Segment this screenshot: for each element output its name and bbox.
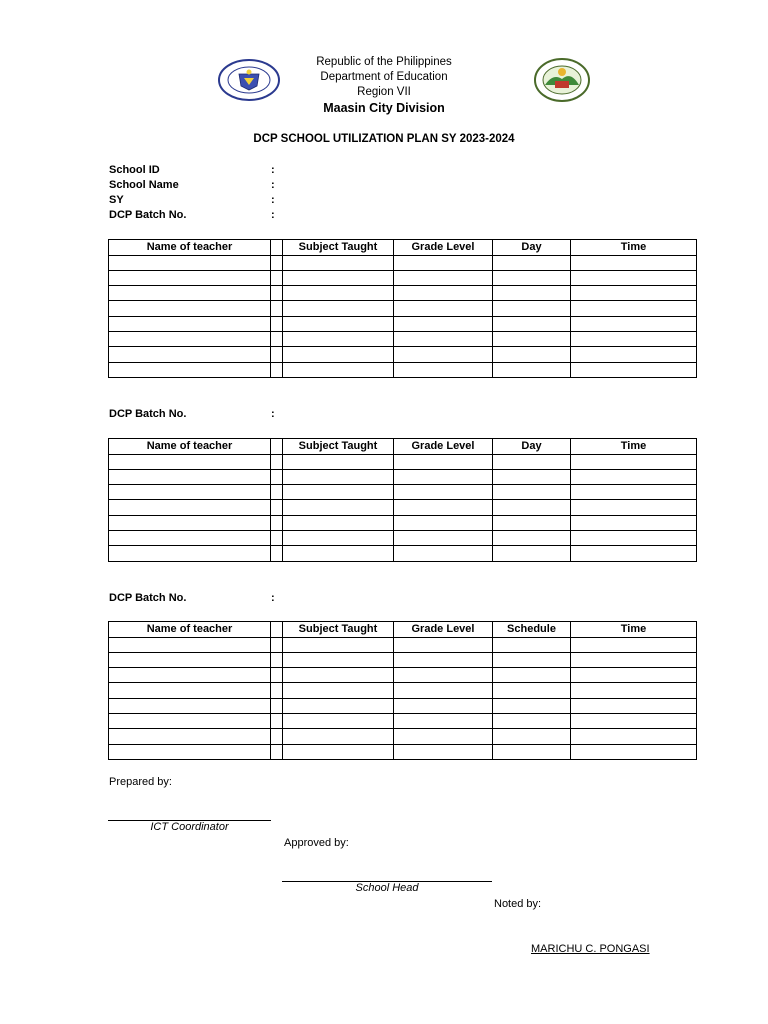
school-id-label: School ID xyxy=(109,164,160,176)
table-row xyxy=(109,454,697,469)
table-row xyxy=(109,530,697,545)
table-cell-spacer[interactable] xyxy=(271,469,283,484)
table-cell-spacer[interactable] xyxy=(271,530,283,545)
table-row xyxy=(109,362,697,377)
dcp-batch-3-colon: : xyxy=(271,592,275,604)
table-row xyxy=(109,301,697,316)
header-country: Republic of the Philippines xyxy=(316,56,452,68)
table-cell-subject-taught[interactable] xyxy=(283,362,394,377)
table-cell-spacer[interactable] xyxy=(271,515,283,530)
column-header-subject-taught: Subject Taught xyxy=(283,240,394,256)
table-cell-spacer[interactable] xyxy=(271,485,283,500)
table-cell-grade-level[interactable] xyxy=(394,530,493,545)
table-cell-day[interactable] xyxy=(493,316,571,331)
table-row xyxy=(109,683,697,698)
column-header-subject-taught: Subject Taught xyxy=(283,622,394,638)
header-department: Department of Education xyxy=(320,71,448,83)
column-header-spacer xyxy=(271,622,283,638)
table-row xyxy=(109,316,697,331)
table-header-row xyxy=(109,439,697,455)
table-header-row xyxy=(109,622,697,638)
schedule-table-2 xyxy=(108,438,697,562)
table-cell-day[interactable] xyxy=(493,270,571,285)
table-cell-name-of-teacher[interactable] xyxy=(109,347,271,362)
table-cell-name-of-teacher[interactable] xyxy=(109,652,271,667)
dcp-batch-label: DCP Batch No. xyxy=(109,209,187,221)
column-header-time: Time xyxy=(571,240,697,256)
table-cell-spacer[interactable] xyxy=(271,286,283,301)
table-cell-grade-level[interactable] xyxy=(394,362,493,377)
table-cell-subject-taught[interactable] xyxy=(283,500,394,515)
table-cell-spacer[interactable] xyxy=(271,255,283,270)
table-cell-subject-taught[interactable] xyxy=(283,270,394,285)
table-cell-name-of-teacher[interactable] xyxy=(109,255,271,270)
table-cell-day[interactable] xyxy=(493,331,571,346)
column-header-day: Day xyxy=(493,439,571,455)
sy-label: SY xyxy=(109,194,124,206)
table-cell-name-of-teacher[interactable] xyxy=(109,454,271,469)
column-header-name-of-teacher: Name of teacher xyxy=(109,240,271,256)
table-cell-day[interactable] xyxy=(493,652,571,667)
table-cell-grade-level[interactable] xyxy=(394,469,493,484)
noted-by-name: MARICHU C. PONGASI xyxy=(531,943,650,955)
table-cell-time[interactable] xyxy=(571,713,697,728)
table-cell-grade-level[interactable] xyxy=(394,500,493,515)
table-cell-name-of-teacher[interactable] xyxy=(109,362,271,377)
table-cell-spacer[interactable] xyxy=(271,301,283,316)
table-cell-time[interactable] xyxy=(571,286,697,301)
column-header-time: Time xyxy=(571,439,697,455)
dcp-batch-2-label: DCP Batch No. xyxy=(109,408,187,420)
table-cell-grade-level[interactable] xyxy=(394,637,493,652)
table-cell-day[interactable] xyxy=(493,713,571,728)
table-row xyxy=(109,515,697,530)
table-cell-time[interactable] xyxy=(571,485,697,500)
table-cell-name-of-teacher[interactable] xyxy=(109,744,271,759)
column-header-day: Schedule xyxy=(493,622,571,638)
column-header-grade-level: Grade Level xyxy=(394,622,493,638)
table-cell-day[interactable] xyxy=(493,530,571,545)
table-row xyxy=(109,744,697,759)
table-row xyxy=(109,713,697,728)
table-cell-subject-taught[interactable] xyxy=(283,668,394,683)
table-cell-spacer[interactable] xyxy=(271,683,283,698)
column-header-grade-level: Grade Level xyxy=(394,439,493,455)
prepared-by-label: Prepared by: xyxy=(109,776,172,788)
table-cell-name-of-teacher[interactable] xyxy=(109,469,271,484)
column-header-subject-taught: Subject Taught xyxy=(283,439,394,455)
table-cell-spacer[interactable] xyxy=(271,454,283,469)
table-cell-spacer[interactable] xyxy=(271,362,283,377)
table-cell-day[interactable] xyxy=(493,637,571,652)
table-cell-day[interactable] xyxy=(493,362,571,377)
table-cell-subject-taught[interactable] xyxy=(283,286,394,301)
table-cell-day[interactable] xyxy=(493,286,571,301)
table-cell-time[interactable] xyxy=(571,316,697,331)
table-row xyxy=(109,652,697,667)
table-cell-time[interactable] xyxy=(571,744,697,759)
table-cell-spacer[interactable] xyxy=(271,729,283,744)
table-cell-spacer[interactable] xyxy=(271,331,283,346)
sy-colon: : xyxy=(271,194,275,206)
table-cell-time[interactable] xyxy=(571,347,697,362)
table-header-row xyxy=(109,240,697,256)
table-cell-name-of-teacher[interactable] xyxy=(109,637,271,652)
table-cell-day[interactable] xyxy=(493,515,571,530)
table-cell-name-of-teacher[interactable] xyxy=(109,729,271,744)
column-header-grade-level: Grade Level xyxy=(394,240,493,256)
table-cell-grade-level[interactable] xyxy=(394,255,493,270)
table-cell-name-of-teacher[interactable] xyxy=(109,316,271,331)
table-row xyxy=(109,485,697,500)
school-name-colon: : xyxy=(271,179,275,191)
page-title: DCP SCHOOL UTILIZATION PLAN SY 2023-2024 xyxy=(253,133,515,145)
table-cell-spacer[interactable] xyxy=(271,698,283,713)
table-cell-time[interactable] xyxy=(571,500,697,515)
table-cell-day[interactable] xyxy=(493,683,571,698)
table-cell-grade-level[interactable] xyxy=(394,744,493,759)
school-name-label: School Name xyxy=(109,179,179,191)
table-cell-day[interactable] xyxy=(493,500,571,515)
table-cell-grade-level[interactable] xyxy=(394,347,493,362)
table-cell-name-of-teacher[interactable] xyxy=(109,668,271,683)
table-cell-day[interactable] xyxy=(493,668,571,683)
table-cell-name-of-teacher[interactable] xyxy=(109,698,271,713)
table-cell-subject-taught[interactable] xyxy=(283,515,394,530)
table-row xyxy=(109,331,697,346)
table-cell-spacer[interactable] xyxy=(271,637,283,652)
schedule-table-3 xyxy=(108,621,697,760)
table-cell-grade-level[interactable] xyxy=(394,546,493,561)
table-cell-time[interactable] xyxy=(571,652,697,667)
ict-coordinator-role: ICT Coordinator xyxy=(150,821,229,833)
table-cell-day[interactable] xyxy=(493,698,571,713)
noted-by-label: Noted by: xyxy=(494,898,542,910)
table-cell-day[interactable] xyxy=(493,744,571,759)
table-cell-subject-taught[interactable] xyxy=(283,652,394,667)
table-cell-day[interactable] xyxy=(493,347,571,362)
table-cell-subject-taught[interactable] xyxy=(283,485,394,500)
table-cell-day[interactable] xyxy=(493,729,571,744)
table-cell-subject-taught[interactable] xyxy=(283,316,394,331)
dcp-batch-3-label: DCP Batch No. xyxy=(109,592,187,604)
table-cell-grade-level[interactable] xyxy=(394,286,493,301)
table-cell-subject-taught[interactable] xyxy=(283,469,394,484)
table-row xyxy=(109,469,697,484)
table-cell-day[interactable] xyxy=(493,255,571,270)
table-row xyxy=(109,668,697,683)
table-cell-day[interactable] xyxy=(493,546,571,561)
table-cell-time[interactable] xyxy=(571,530,697,545)
table-cell-time[interactable] xyxy=(571,255,697,270)
table-cell-name-of-teacher[interactable] xyxy=(109,713,271,728)
table-cell-time[interactable] xyxy=(571,331,697,346)
table-cell-name-of-teacher[interactable] xyxy=(109,500,271,515)
table-cell-grade-level[interactable] xyxy=(394,668,493,683)
column-header-name-of-teacher: Name of teacher xyxy=(109,439,271,455)
table-cell-time[interactable] xyxy=(571,454,697,469)
table-cell-name-of-teacher[interactable] xyxy=(109,301,271,316)
table-cell-time[interactable] xyxy=(571,515,697,530)
table-row xyxy=(109,698,697,713)
school-head-role: School Head xyxy=(355,882,419,894)
table-cell-day[interactable] xyxy=(493,301,571,316)
table-cell-grade-level[interactable] xyxy=(394,515,493,530)
table-cell-time[interactable] xyxy=(571,637,697,652)
table-row xyxy=(109,255,697,270)
table-cell-time[interactable] xyxy=(571,698,697,713)
column-header-time: Time xyxy=(571,622,697,638)
table-cell-subject-taught[interactable] xyxy=(283,637,394,652)
table-cell-subject-taught[interactable] xyxy=(283,683,394,698)
table-row xyxy=(109,270,697,285)
table-cell-grade-level[interactable] xyxy=(394,729,493,744)
table-cell-subject-taught[interactable] xyxy=(283,347,394,362)
table-cell-name-of-teacher[interactable] xyxy=(109,270,271,285)
table-row xyxy=(109,729,697,744)
table-cell-time[interactable] xyxy=(571,362,697,377)
table-cell-day[interactable] xyxy=(493,454,571,469)
table-cell-time[interactable] xyxy=(571,469,697,484)
table-cell-subject-taught[interactable] xyxy=(283,530,394,545)
table-cell-spacer[interactable] xyxy=(271,546,283,561)
table-cell-subject-taught[interactable] xyxy=(283,698,394,713)
column-header-spacer xyxy=(271,439,283,455)
table-cell-spacer[interactable] xyxy=(271,270,283,285)
table-cell-spacer[interactable] xyxy=(271,652,283,667)
table-cell-time[interactable] xyxy=(571,546,697,561)
table-row xyxy=(109,546,697,561)
table-cell-name-of-teacher[interactable] xyxy=(109,331,271,346)
table-row xyxy=(109,637,697,652)
table-cell-time[interactable] xyxy=(571,301,697,316)
table-cell-grade-level[interactable] xyxy=(394,485,493,500)
table-cell-name-of-teacher[interactable] xyxy=(109,683,271,698)
column-header-day: Day xyxy=(493,240,571,256)
table-cell-name-of-teacher[interactable] xyxy=(109,485,271,500)
table-cell-time[interactable] xyxy=(571,270,697,285)
table-row xyxy=(109,500,697,515)
header-region: Region VII xyxy=(357,86,411,98)
table-cell-subject-taught[interactable] xyxy=(283,713,394,728)
division-seal-icon xyxy=(533,57,591,103)
table-cell-spacer[interactable] xyxy=(271,347,283,362)
table-cell-grade-level[interactable] xyxy=(394,316,493,331)
table-cell-spacer[interactable] xyxy=(271,500,283,515)
table-cell-time[interactable] xyxy=(571,683,697,698)
table-cell-spacer[interactable] xyxy=(271,713,283,728)
table-cell-day[interactable] xyxy=(493,469,571,484)
table-cell-grade-level[interactable] xyxy=(394,454,493,469)
approved-by-label: Approved by: xyxy=(284,837,349,849)
schedule-table-1 xyxy=(108,239,697,378)
table-cell-grade-level[interactable] xyxy=(394,713,493,728)
table-cell-time[interactable] xyxy=(571,668,697,683)
table-cell-spacer[interactable] xyxy=(271,316,283,331)
column-header-name-of-teacher: Name of teacher xyxy=(109,622,271,638)
table-cell-grade-level[interactable] xyxy=(394,270,493,285)
table-cell-day[interactable] xyxy=(493,485,571,500)
table-cell-subject-taught[interactable] xyxy=(283,546,394,561)
table-cell-grade-level[interactable] xyxy=(394,698,493,713)
table-cell-name-of-teacher[interactable] xyxy=(109,286,271,301)
table-cell-spacer[interactable] xyxy=(271,668,283,683)
table-cell-name-of-teacher[interactable] xyxy=(109,515,271,530)
table-cell-name-of-teacher[interactable] xyxy=(109,530,271,545)
column-header-spacer xyxy=(271,240,283,256)
table-cell-name-of-teacher[interactable] xyxy=(109,546,271,561)
table-cell-subject-taught[interactable] xyxy=(283,744,394,759)
table-cell-subject-taught[interactable] xyxy=(283,301,394,316)
table-cell-time[interactable] xyxy=(571,729,697,744)
table-cell-subject-taught[interactable] xyxy=(283,255,394,270)
table-cell-grade-level[interactable] xyxy=(394,652,493,667)
table-cell-grade-level[interactable] xyxy=(394,331,493,346)
table-cell-spacer[interactable] xyxy=(271,744,283,759)
header-division: Maasin City Division xyxy=(323,101,445,115)
dcp-batch-2-colon: : xyxy=(271,408,275,420)
table-cell-subject-taught[interactable] xyxy=(283,729,394,744)
table-cell-subject-taught[interactable] xyxy=(283,454,394,469)
table-cell-grade-level[interactable] xyxy=(394,301,493,316)
dcp-batch-colon: : xyxy=(271,209,275,221)
table-row xyxy=(109,286,697,301)
school-id-colon: : xyxy=(271,164,275,176)
table-cell-subject-taught[interactable] xyxy=(283,331,394,346)
table-row xyxy=(109,347,697,362)
table-cell-grade-level[interactable] xyxy=(394,683,493,698)
